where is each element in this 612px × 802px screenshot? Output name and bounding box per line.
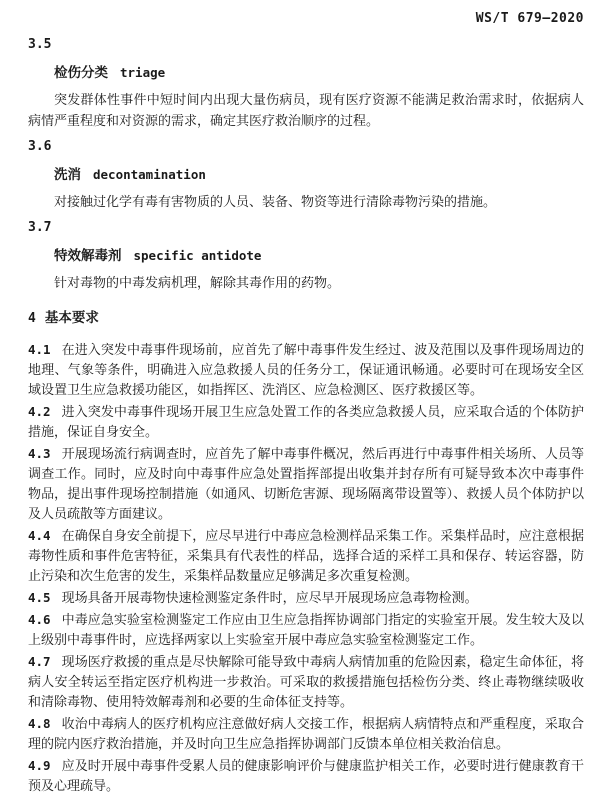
clause-number: 4.4	[28, 528, 51, 543]
clause-number: 4.9	[28, 758, 51, 773]
clause-number: 4.5	[28, 590, 51, 605]
clause-number: 3.6	[28, 139, 52, 154]
clause-text: 开展现场流行病调查时，应首先了解中毒事件概况，然后再进行中毒事件相关场所、人员等调查工作。同时，应及时向中毒事件应急处置指挥部提出收集并封存所有可疑导致本次中毒事件物品，提出事件现场控制措施（如通风、切断危害源、现场隔离带设置等）、救援人员个体防护以及人员疏散等方面建议。	[28, 446, 584, 521]
term-heading	[54, 246, 584, 266]
clause-text: 收治中毒病人的医疗机构应注意做好病人交接工作，根据病人病情特点和严重程度，采取合理的院内医疗救治措施，并及时向卫生应急指挥协调部门反馈本单位相关救治信息。	[28, 716, 584, 751]
definition-text: 针对毒物的中毒发病机理，解除其毒作用的药物。	[54, 275, 341, 290]
definition-block-3-7	[28, 218, 584, 293]
clause-text: 在进入突发中毒事件现场前，应首先了解中毒事件发生经过、波及范围以及事件现场周边的地理、气象等条件，明确进入应急救援人员的任务分工，保证通讯畅通。必要时可在现场安全区域设置卫生应急救援功能区，如指挥区、洗消区、应急检测区、医疗救援区等。	[28, 342, 584, 397]
page-header	[28, 10, 584, 27]
term-english: decontamination	[93, 167, 206, 182]
term-english: triage	[120, 65, 166, 80]
clause-number: 4.1	[28, 342, 51, 357]
clause-paragraph-4-1	[28, 340, 584, 400]
clause-paragraph-4-4	[28, 526, 584, 586]
definition-block-3-6	[28, 137, 584, 212]
clause-text: 现场具备开展毒物快速检测鉴定条件时，应尽早开展现场应急毒物检测。	[61, 590, 478, 605]
definition-text: 突发群体性事件中短时间内出现大量伤病员，现有医疗资源不能满足救治需求时，依据病人病情严重程度和对资源的需求，确定其医疗救治顺序的过程。	[28, 92, 584, 128]
term-chinese: 洗消	[54, 167, 81, 182]
clause-paragraph-4-8	[28, 714, 584, 754]
term-english: specific antidote	[133, 248, 262, 263]
clause-number: 3.5	[28, 37, 52, 52]
clause-number: 3.7	[28, 220, 52, 235]
clause-paragraph-4-9	[28, 756, 584, 796]
document-number: WS/T 679—2020	[475, 11, 584, 26]
section-4-heading	[28, 307, 584, 330]
clause-text: 在确保自身安全前提下，应尽早进行中毒应急检测样品采集工作。采集样品时，应注意根据毒物性质和事件危害特征，采集具有代表性的样品，选择合适的采样工具和保存、转运容器，防止污染和次生危害的发生，采集样品数量应足够满足多次重复检测。	[28, 528, 584, 583]
clause-paragraph-4-2	[28, 402, 584, 442]
clause-text: 进入突发中毒事件现场开展卫生应急处置工作的各类应急救援人员，应采取合适的个体防护措施，保证自身安全。	[28, 404, 584, 439]
clause-number: 4.7	[28, 654, 51, 669]
definition-block-3-5	[28, 35, 584, 131]
clause-number: 4.3	[28, 446, 51, 461]
clause-number: 4.8	[28, 716, 51, 731]
term-chinese: 特效解毒剂	[54, 248, 122, 263]
terms-definitions-section	[28, 35, 584, 293]
clause-number: 4.2	[28, 404, 51, 419]
section-title: 基本要求	[44, 310, 99, 325]
term-chinese: 检伤分类	[54, 65, 108, 80]
clause-paragraph-4-7	[28, 652, 584, 712]
section-number: 4	[28, 311, 36, 326]
clause-number: 4.6	[28, 612, 51, 627]
clause-text: 现场医疗救援的重点是尽快解除可能导致中毒病人病情加重的危险因素，稳定生命体征，将病人安全转运至指定医疗机构进一步救治。可采取的救援措施包括检伤分类、终止毒物继续吸收和清除毒物、使用特效解毒剂和必要的生命体征支持等。	[28, 654, 584, 709]
clause-paragraph-4-5	[28, 588, 584, 608]
clause-text: 应及时开展中毒事件受累人员的健康影响评价与健康监护相关工作，必要时进行健康教育干预及心理疏导。	[28, 758, 584, 793]
term-heading	[54, 63, 584, 83]
clause-text: 中毒应急实验室检测鉴定工作应由卫生应急指挥协调部门指定的实验室开展。发生较大及以上级别中毒事件时，应选择两家以上实验室开展中毒应急实验室检测鉴定工作。	[28, 612, 584, 647]
definition-text: 对接触过化学有毒有害物质的人员、装备、物资等进行清除毒物污染的措施。	[54, 194, 497, 209]
clause-paragraph-4-3	[28, 444, 584, 524]
term-heading	[54, 165, 584, 185]
clause-paragraph-4-6	[28, 610, 584, 650]
section-4-body	[28, 340, 584, 796]
